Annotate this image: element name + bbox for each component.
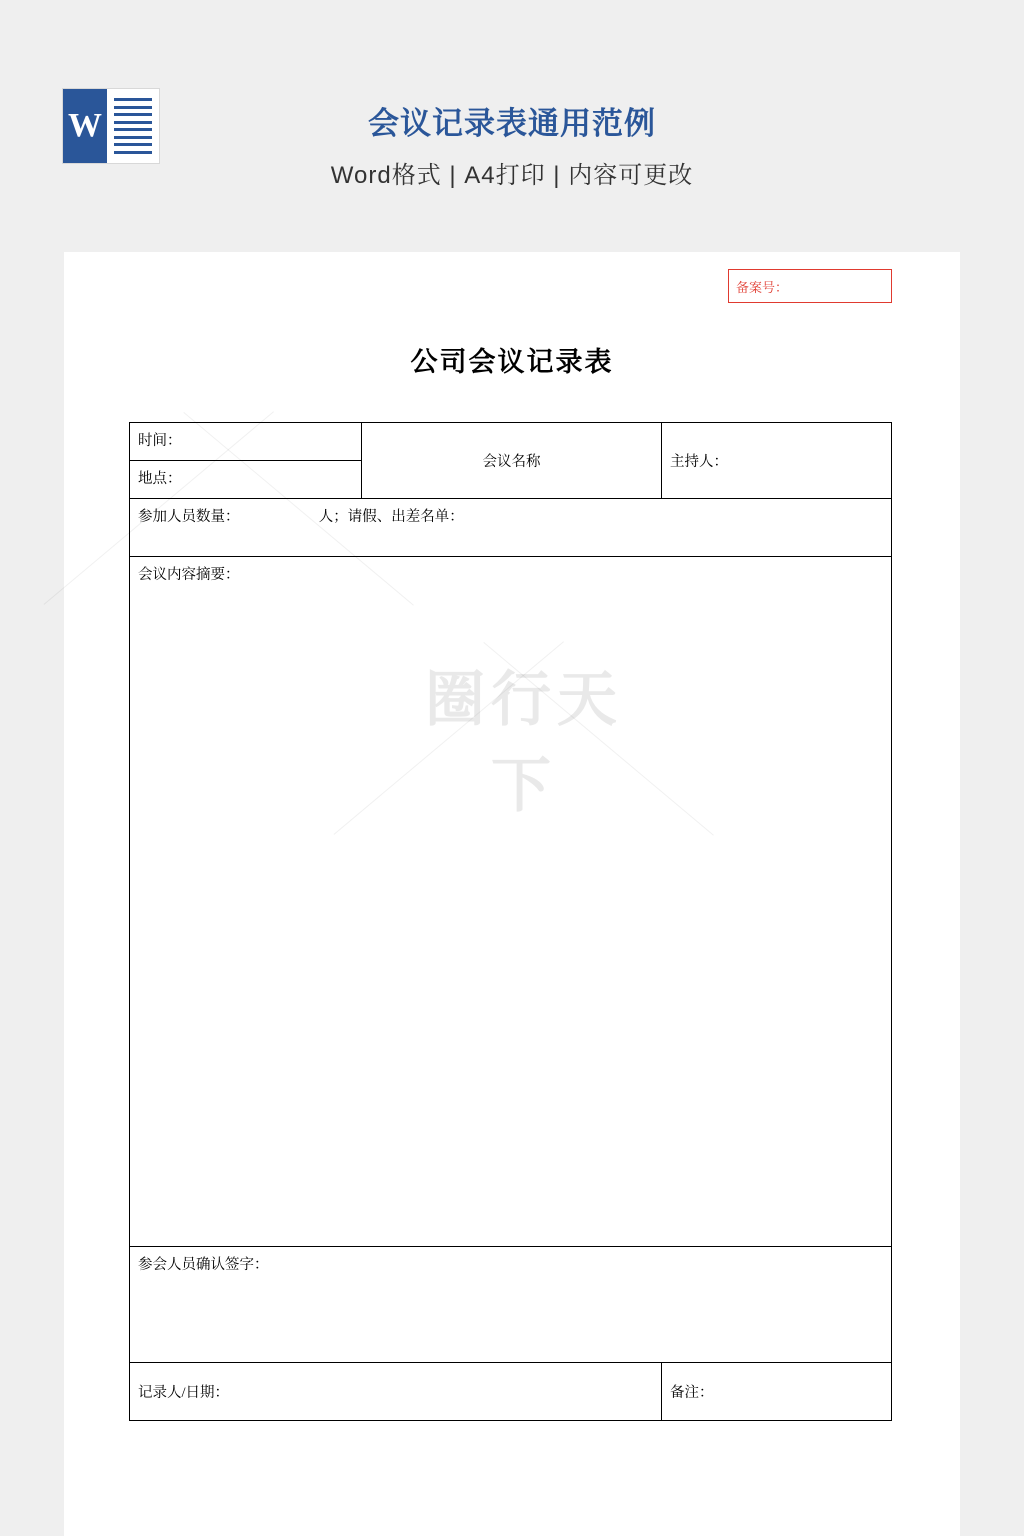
banner-title: 会议记录表通用范例 [368,106,656,141]
word-logo-letter: W [63,89,107,163]
table-row [130,557,892,1247]
cell-signatures[interactable] [130,1247,892,1363]
cell-place[interactable] [130,461,362,499]
cell-recorder[interactable] [130,1363,662,1421]
cell-remark[interactable] [662,1363,892,1421]
recorder-label: 记录人/日期： [138,1385,230,1401]
attendee-count-suffix: 人；请假、出差名单： [318,509,464,525]
cell-meeting-name[interactable] [362,423,662,499]
meeting-name-label: 会议名称 [482,454,541,470]
document-page [64,252,960,1536]
table-row [130,1363,892,1421]
table-row [130,499,892,557]
remark-label: 备注： [670,1385,714,1401]
cell-time[interactable] [130,423,362,461]
banner-subtitle: Word格式 | A4打印 | 内容可更改 [330,162,694,189]
filing-number-label: 备案号： [736,279,789,295]
table-row [130,1247,892,1363]
header-banner [0,0,1024,252]
time-label: 时间： [138,433,182,449]
signature-label: 参会人员确认签字： [138,1257,269,1273]
meeting-record-form [129,422,892,1421]
place-label: 地点： [138,471,182,487]
watermark-text: 圈行天下 [425,667,623,819]
cell-content-summary[interactable] [130,557,892,1247]
host-label: 主持人： [670,454,728,470]
filing-number-box[interactable] [728,269,892,303]
cell-attendees[interactable] [130,499,892,557]
attendee-count-label: 参加人员数量： [138,509,240,525]
cell-host[interactable] [662,423,892,499]
table-row [130,423,892,461]
content-summary-label: 会议内容摘要： [138,567,240,583]
document-title: 公司会议记录表 [410,347,614,377]
